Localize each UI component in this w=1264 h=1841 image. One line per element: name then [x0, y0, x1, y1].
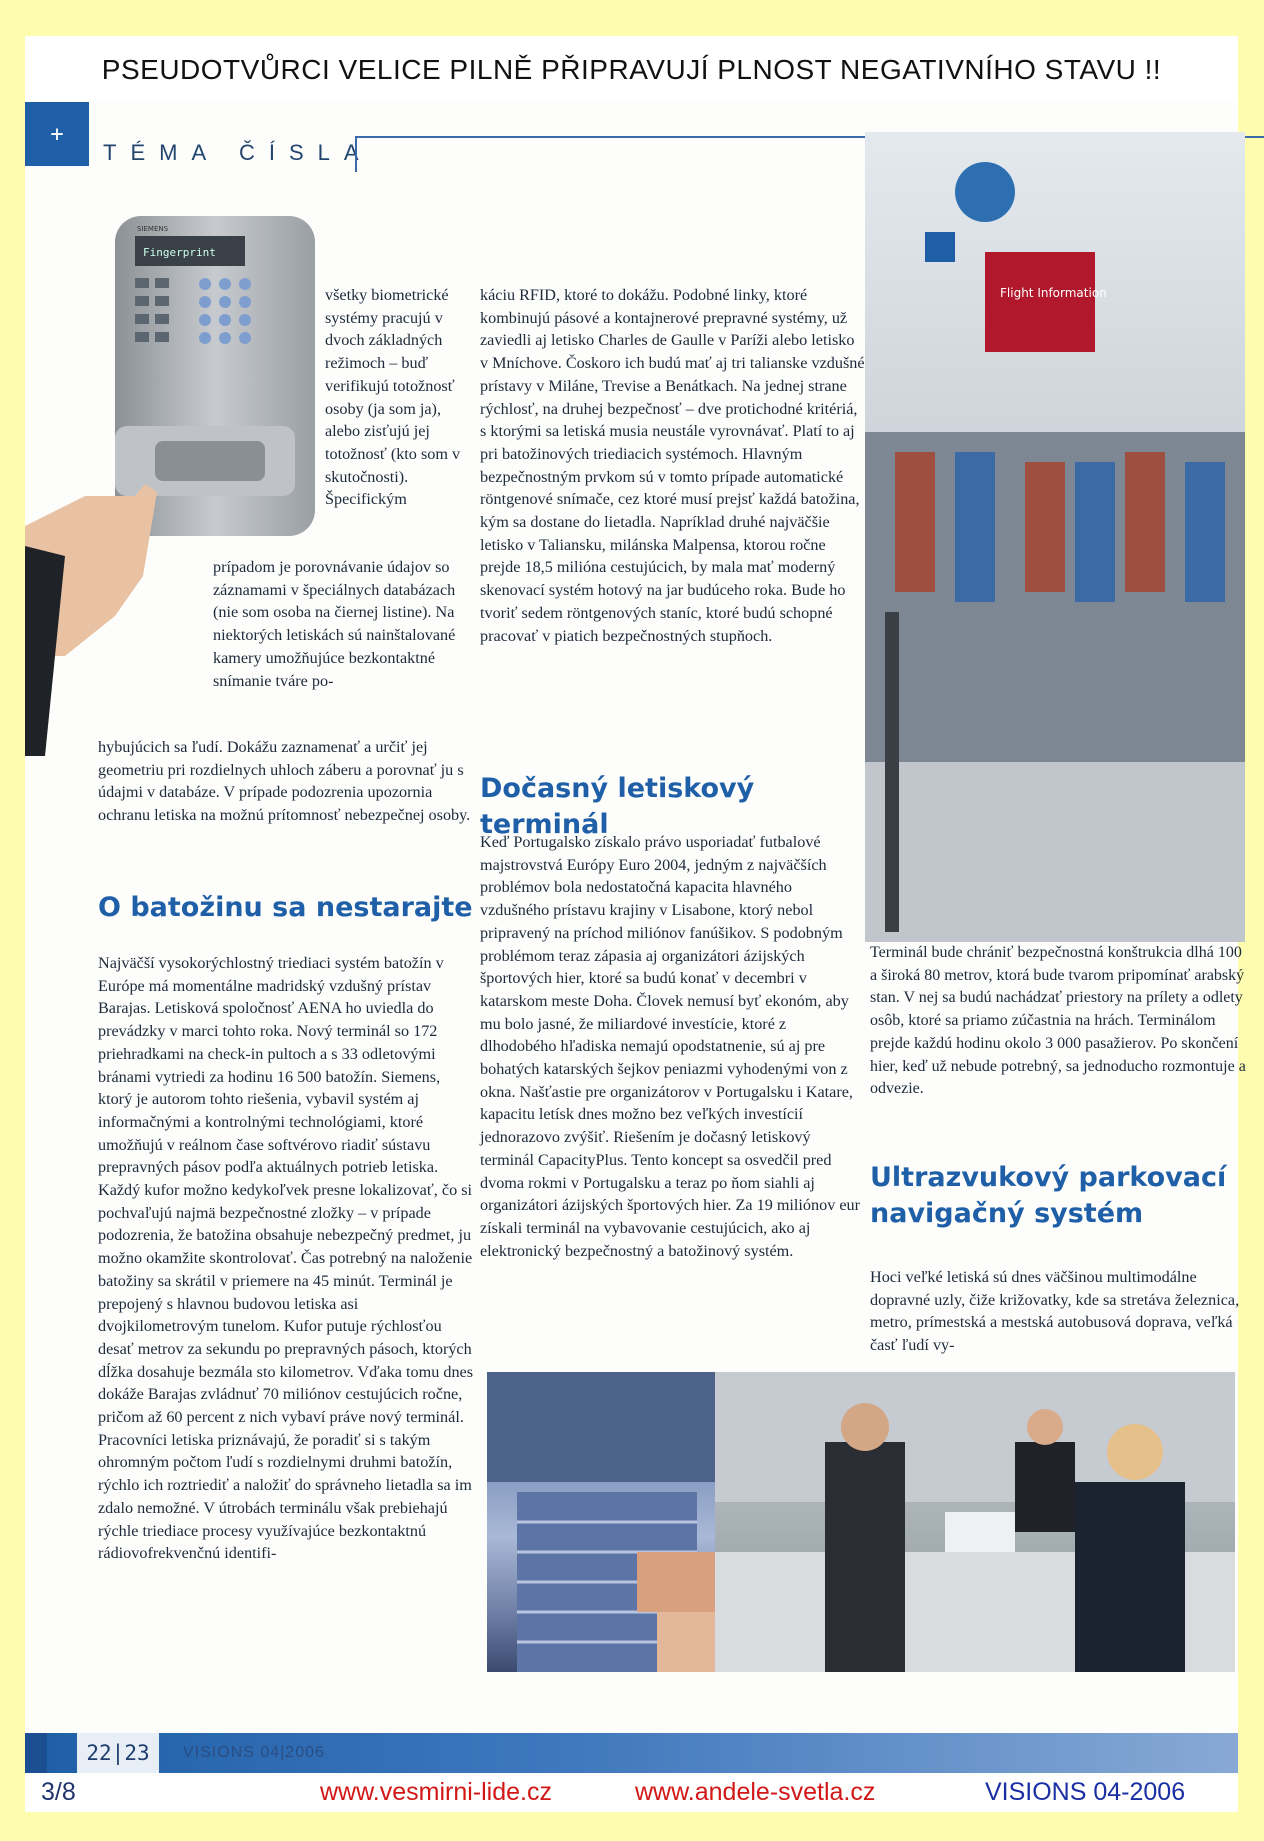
device-display-text: Fingerprint — [143, 246, 216, 259]
issue-label: VISIONS 04-2006 — [985, 1778, 1186, 1806]
topic-label: TÉMA ČÍSLA — [103, 140, 373, 165]
magazine-page — [25, 36, 1246, 1806]
column3-body: Hoci veľké letiská sú dnes väčšinou multimodálne dopravné uzly, čiže križovatky, kde sa stretáva železnica, metro, prímestská a mestská autobusová doprava, veľká časť ľudí vy- — [870, 1268, 1240, 1355]
column1-intro-middle: prípadom je porovnávanie údajov so záznamami v špeciálnych databázach (nie som osoba na čiernej listine). Na niektorých letiskách sú nainštalované kamery umožňujúce bezkontaktné snímanie tváre po- — [213, 558, 456, 690]
column2-top: káciu RFID, ktoré to dokážu. Podobné linky, ktoré kombinujú pásové a kontajnerové prepravné systémy, už zaviedli aj letisko Charles de Gaulle v Paríži alebo letisko v Mníchove. Čoskoro ich budú mať aj tri talianske vzdušné prístavy v Miláne, Trevise a Benátkach. Na jednej strane rýchlosť, na druhej bezpečnosť – dve protichodné kritériá, s ktorými sa letiská musia neustále vyrovnávať. Platí to aj pri batožinových triediacich systémoch. Hlavným bezpečnostným prvkom sú v tomto prípade automatické röntgenové snímače, cez ktoré musí prejsť každá batožina, kým sa dostane do lietadla. Napríklad druhé najväčšie letisko v Taliansku, milánska Malpensa, ktorou ročne prejde 18,5 milióna cestujúcich, by mala mať moderný skenovací systém hotový na jar budúceho roka. Bude ho tvoriť sedem röntgenových staníc, ktoré budú schopné pracovať v piatich bezpečnostných stupňoch. — [480, 286, 865, 645]
page-counter: 3/8 — [41, 1778, 76, 1806]
svg-text:SIEMENS: SIEMENS — [137, 225, 169, 233]
page-numbers: 22|23 — [77, 1733, 159, 1773]
column1-intro-bottom: hybujúcich sa ľudí. Dokážu zaznamenať a určiť jej geometriu pri rozdielnych uhloch záberu a porovnať ju s údajmi v databáze. V prípade podozrenia upozornia ochranu letiska na možnú prítomnosť nebezpečnej osoby. — [98, 738, 471, 825]
heading-parking-navigation: Ultrazvukový parkovací navigačný systém — [870, 1162, 1227, 1229]
page-banner: PSEUDOTVŮRCI VELICE PILNĚ PŘIPRAVUJÍ PLNOST NEGATIVNÍHO STAVU !! — [25, 36, 1238, 102]
footer-band-edge — [25, 1733, 47, 1773]
airport-hall-photo — [865, 132, 1245, 942]
column1-body: Najväčší vysokorýchlostný triediaci systém batožín v Európe má momentálne madridský vzdušný prístav Barajas. Letisková spoločnosť AENA ho uviedla do prevádzky v marci tohto roka. Nový terminál so 172 priehradkami na check-in pultoch a s 33 odletovými bránami vytriedi za hodinu 16 500 batožín. Siemens, ktorý je autorom tohto riešenia, vybavil systém aj informačnými a kontrolnými technológiami, ktoré umožňujú v reálnom čase softvérovo riadiť sústavu prepravných pásov podľa aktuálnych potrieb letiska. Každý kufor možno kedykoľvek presne lokalizovať, čo si pochvaľujú najmä bezpečnostné zložky – v prípade podozrenia, že batožina obsahuje nebezpečný predmet, ju možno okamžite skontrolovať. Čas potrebný na naloženie batožiny sa skrátil v priemere na 45 minút. Terminál je prepojený s hlavnou budovou letiska asi dvojkilometrovým tunelom. Kufor putuje rýchlosťou desať metrov za sekundu po prepravných pásoch, ktorých dĺžka dosahuje bezmála sto kilometrov. Vďaka tomu dnes dokáže Barajas zvládnuť 70 miliónov cestujúcich ročne, pričom až 60 percent z nich vybaví práve nový terminál. Pracovníci letiska priznávajú, že poradiť si s takým ohromným počtom ľudí s rozdielnymi druhmi batožín, rýchlo ich roztriediť a naložiť do správneho lietadla sa im zdalo nemožné. V útrobách terminálu však prebiehajú rýchle triediace procesy využívajúce bezkontaktnú rádiovofrekvenčnú identifi- — [98, 954, 474, 1563]
topic-icon: + — [25, 102, 89, 166]
hand-image — [25, 456, 195, 756]
baggage-conveyor-photo — [487, 1372, 729, 1672]
column3-top: Terminál bude chrániť bezpečnostná konštrukcia dlhá 100 a široká 80 metrov, ktorá bude tvarom pripomínať arabský stan. V nej sa budú nachádzať priestory na prílety a odlety osôb, ktoré sa priamo zúčastnia na hrách. Terminálom prejde každú hodinu okolo 3 000 pasažierov. Po skončení hier, keď už nebude potrebný, sa jednoducho rozmontuje a odvezie. — [870, 944, 1246, 1098]
magazine-issue-label: VISIONS 04|2006 — [183, 1744, 325, 1761]
heading-baggage: O batožinu sa nestarajte — [98, 892, 473, 923]
link-vesmirni-lide[interactable]: www.vesmirni-lide.cz — [320, 1778, 552, 1806]
column2-body: Keď Portugalsko získalo právo usporiadať futbalové majstrovstvá Európy Euro 2004, jedným z najväčších problémov bola nedostatočná kapacita hlavného vzdušného prístavu krajiny v Lisabone, ktorý nebol pripravený na príchod miliónov fanúšikov. S podobným problémom teraz zápasia aj organizátori ázijských športových hier, ktoré sa budú konať v decembri v katarskom meste Doha. Človek nemusí byť ekonóm, aby mu bolo jasné, že miliardové investície, ktoré z dlhodobého hľadiska nemajú opodstatnenie, sú aj pre bohatých katarských šejkov peniazmi vyhodenými von z okna. Našťastie pre organizátorov v Portugalsku i Katare, kapacitu letísk dnes možno bez veľkých investícií jednorazovo zvýšiť. Riešením je dočasný letiskový terminál CapacityPlus. Tento koncept sa osvedčil pred dvoma rokmi v Portugalsku a teraz po ňom siahli aj organizátori ázijských športových hier. Za 19 miliónov eur získali terminál na vybavovanie cestujúcich, ako aj elektronický bezpečnostný a batožinový systém. — [480, 833, 861, 1260]
link-andele-svetla[interactable]: www.andele-svetla.cz — [635, 1778, 876, 1806]
column1-intro-top: všetky biometrické systémy pracujú v dvoch základných režimoch – buď verifikujú totožnosť osoby (ja som ja), alebo zisťujú jej totožnosť (kto som v skutočnosti). Špecifickým — [325, 286, 461, 509]
footer-bar — [25, 1776, 1238, 1812]
airport-sign-text: Flight Information — [1000, 286, 1107, 300]
checkin-counter-photo — [715, 1372, 1235, 1672]
heading-temporary-terminal: Dočasný letiskový terminál — [480, 773, 755, 840]
